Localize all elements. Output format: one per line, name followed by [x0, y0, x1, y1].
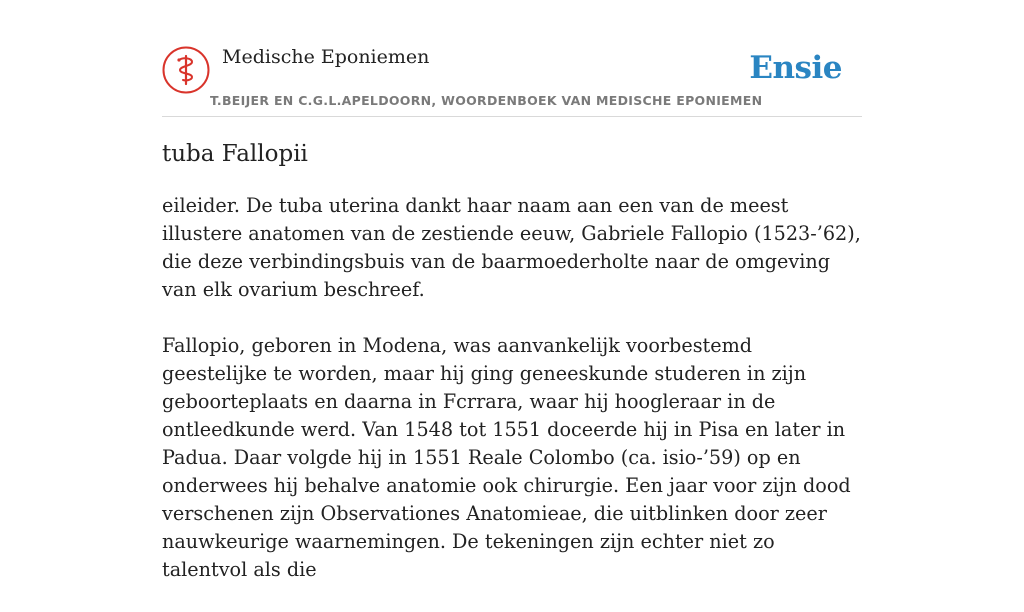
source-attribution: T.BEIJER EN C.G.L.APELDOORN, WOORDENBOEK VAN MEDISCHE EPONIEMEN: [210, 93, 763, 108]
ensie-logo[interactable]: Ensie: [749, 50, 842, 86]
caduceus-icon[interactable]: [162, 46, 210, 94]
paragraph: eileider. De tuba uterina dankt haar naam aan een van de meest illustere anatomen van de zestiende eeuw, Gabriele Fallopio (1523-’62), die deze verbindingsbuis van de baarmoederholte naar de omgeving van elk ovarium beschreef.: [162, 194, 861, 301]
entry-title: tuba Fallopii: [162, 141, 308, 167]
entry-body: [162, 192, 862, 612]
site-title[interactable]: Medische Eponiemen: [222, 46, 430, 68]
page: [162, 0, 862, 581]
paragraph: Fallopio, geboren in Modena, was aanvankelijk voorbestemd geestelijke te worden, maar hij ging geneeskunde studeren in zijn geboorteplaats en daarna in Fcrrara, waar hij hoogleraar in de ontleedkunde werd. Van 1548 tot 1551 doceerde hij in Pisa en later in Padua. Daar volgde hij in 1551 Reale Colombo (ca. isio-’59) op en onderwees hij behalve anatomie ook chirurgie. Een jaar voor zijn dood verschenen zijn Observationes Anatomieae, die uitblinken door zeer nauwkeurige waarnemingen. De tekeningen zijn echter niet zo talentvol als die: [162, 334, 851, 581]
header: [162, 0, 862, 117]
